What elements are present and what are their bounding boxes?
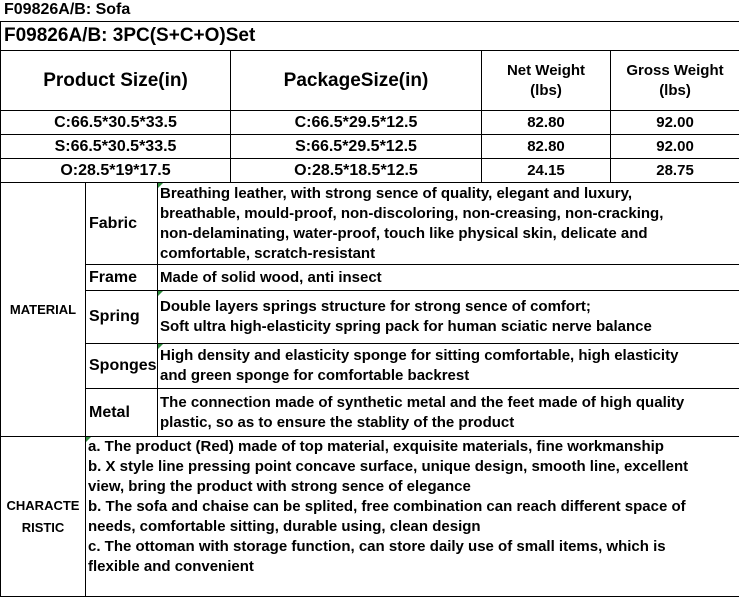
material-row-sponges — [1, 344, 739, 389]
net-weight-cell: 82.80 — [482, 111, 611, 135]
header-package-size: PackageSize(in) — [231, 51, 482, 111]
product-size-cell: S:66.5*30.5*33.5 — [1, 135, 231, 159]
desc-line: b. X style line pressing point concave surface, unique design, smooth line, excellent — [88, 458, 689, 475]
package-size-cell: S:66.5*29.5*12.5 — [231, 135, 482, 159]
desc-line: Breathing leather, with strong sence of quality, elegant and luxury, — [160, 184, 633, 202]
material-row-fabric — [1, 183, 739, 265]
material-name-frame: Frame — [86, 265, 158, 291]
material-name-sponges: Sponges — [86, 344, 158, 389]
header-net-weight-line2: (lbs) — [530, 81, 562, 99]
set-title-row — [1, 22, 739, 51]
material-name-metal: Metal — [86, 389, 158, 437]
net-weight-cell: 82.80 — [482, 135, 611, 159]
desc-line: breathable, mould-proof, non-discoloring, non-creasing, non-cracking, — [160, 204, 664, 222]
header-gross-weight-line1: Gross Weight — [626, 61, 724, 79]
gross-weight-cell: 92.00 — [611, 111, 739, 135]
gross-weight-cell: 28.75 — [611, 159, 739, 183]
product-size-cell: C:66.5*30.5*33.5 — [1, 111, 231, 135]
header-gross-weight-line2: (lbs) — [659, 81, 691, 99]
material-desc-sponges — [158, 344, 739, 389]
material-label: MATERIAL — [1, 183, 86, 437]
spec-table — [0, 21, 739, 597]
product-size-cell: O:28.5*19*17.5 — [1, 159, 231, 183]
characteristic-label-line1: CHARACTE — [6, 497, 80, 513]
material-row-metal — [1, 389, 739, 437]
table-row — [1, 159, 739, 183]
desc-line: flexible and convenient — [88, 558, 254, 575]
desc-line: plastic, so as to ensure the stablity of the product — [160, 413, 515, 431]
page-title: F09826A/B: Sofa — [4, 1, 131, 18]
material-desc-frame — [158, 265, 739, 291]
material-desc-metal — [158, 389, 739, 437]
desc-line: and green sponge for comfortable backrest — [160, 367, 470, 384]
characteristic-label-line2: RISTIC — [21, 519, 65, 535]
material-desc-spring — [158, 291, 739, 344]
material-name-fabric: Fabric — [86, 183, 158, 265]
material-desc-fabric — [158, 183, 739, 265]
desc-line: view, bring the product with strong sence of elegance — [88, 478, 471, 495]
desc-line: needs, comfortable sitting, durable using, clean design — [88, 518, 481, 535]
package-size-cell: O:28.5*18.5*12.5 — [231, 159, 482, 183]
gross-weight-cell: 92.00 — [611, 135, 739, 159]
characteristic-desc — [86, 437, 739, 597]
header-gross-weight — [611, 51, 739, 111]
net-weight-cell: 24.15 — [482, 159, 611, 183]
desc-line: Soft ultra high-elasticity spring pack for human sciatic nerve balance — [160, 318, 652, 335]
comment-marker-icon — [158, 183, 163, 188]
header-net-weight — [482, 51, 611, 111]
desc-line: High density and elasticity sponge for sitting comfortable, high elasticity — [160, 347, 679, 364]
set-title: F09826A/B: 3PC(S+C+O)Set — [1, 22, 739, 51]
desc-line: non-delaminating, water-proof, touch like physical skin, delicate and — [160, 224, 648, 242]
table-row — [1, 135, 739, 159]
comment-marker-icon — [158, 291, 163, 296]
material-name-spring: Spring — [86, 291, 158, 344]
header-row — [1, 51, 739, 111]
package-size-cell: C:66.5*29.5*12.5 — [231, 111, 482, 135]
table-row — [1, 111, 739, 135]
desc-line: comfortable, scratch-resistant — [160, 244, 376, 262]
desc-line: a. The product (Red) made of top material, exquisite materials, fine workmanship — [88, 438, 664, 455]
header-product-size: Product Size(in) — [1, 51, 231, 111]
desc-line: The connection made of synthetic metal and the feet made of high quality — [160, 393, 685, 411]
header-net-weight-line1: Net Weight — [506, 61, 586, 79]
characteristic-label — [1, 437, 86, 597]
material-row-frame — [1, 265, 739, 291]
comment-marker-icon — [86, 437, 91, 442]
material-row-spring — [1, 291, 739, 344]
desc-line: b. The sofa and chaise can be splited, free combination can reach different space of — [88, 498, 686, 515]
comment-marker-icon — [158, 344, 163, 349]
desc-line: Made of solid wood, anti insect — [160, 268, 382, 286]
characteristic-row — [1, 437, 739, 597]
desc-line: Double layers springs structure for strong sence of comfort; — [160, 298, 591, 315]
desc-line: c. The ottoman with storage function, can store daily use of small items, which is — [88, 538, 666, 555]
